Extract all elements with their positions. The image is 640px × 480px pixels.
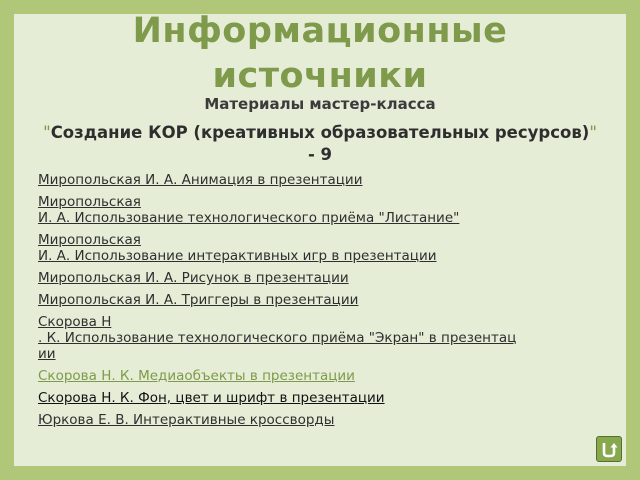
- heading-text: Создание КОР (креативных образовательных ресурсов): [50, 123, 590, 142]
- source-link[interactable]: [38, 314, 608, 362]
- title-line-1: Информационные: [132, 11, 508, 51]
- link-text: Скорова Н. К. Фон, цвет и шрифт в презентации: [38, 390, 385, 406]
- source-link[interactable]: [38, 412, 608, 428]
- link-text: И. А. Использование технологического приёма "Листание": [38, 210, 460, 226]
- link-text: Миропольская: [38, 232, 141, 248]
- link-text: Миропольская И. А. Триггеры в презентации: [38, 292, 359, 308]
- quote-close: ": [589, 123, 597, 142]
- title-line-2: источники: [212, 56, 428, 96]
- slide-heading: [40, 122, 600, 166]
- link-text: Миропольская И. А. Анимация в презентации: [38, 172, 363, 188]
- link-text: Миропольская: [38, 194, 141, 210]
- link-text: Миропольская И. А. Рисунок в презентации: [38, 270, 349, 286]
- return-arrow-icon: [600, 440, 618, 458]
- link-text: И. А. Использование интерактивных игр в презентации: [38, 248, 437, 264]
- source-link[interactable]: [38, 390, 608, 406]
- source-links: [38, 172, 608, 434]
- quote-open: ": [43, 123, 51, 142]
- source-link-visited[interactable]: [38, 368, 608, 384]
- link-text: Скорова Н: [38, 314, 112, 330]
- source-link[interactable]: [38, 194, 608, 226]
- source-link[interactable]: [38, 270, 608, 286]
- link-text: ии: [38, 346, 56, 362]
- heading-suffix: - 9: [307, 145, 333, 164]
- source-link[interactable]: [38, 172, 608, 188]
- subtitle: Материалы мастер-класса: [204, 95, 436, 113]
- link-text: Скорова Н. К. Медиаобъекты в презентации: [38, 368, 355, 384]
- link-text: . К. Использование технологического приёма "Экран" в презентац: [38, 330, 517, 346]
- source-link[interactable]: [38, 232, 608, 264]
- return-button[interactable]: [596, 436, 622, 462]
- source-link[interactable]: [38, 292, 608, 308]
- link-text: Юркова Е. В. Интерактивные кроссворды: [38, 412, 335, 428]
